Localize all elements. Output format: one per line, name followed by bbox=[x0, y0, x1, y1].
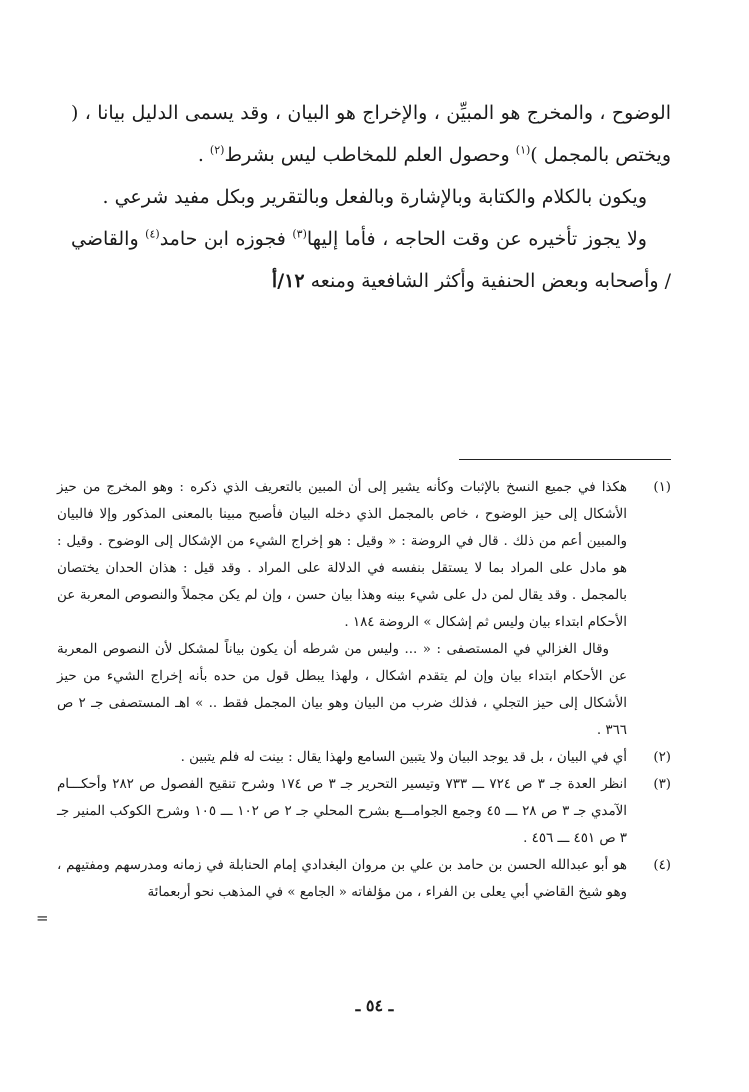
footnote-ref-4[interactable]: (٤) bbox=[145, 227, 160, 241]
footnote-ref-1[interactable]: (١) bbox=[515, 143, 531, 157]
footnote-paragraph: هكذا في جميع النسخ بالإثبات وكأنه يشير إلى أن المبين بالتعريف الذي ذكره : وهو المخرج من حيز الأشكال إلى حيز الوضوح ، خاص بالمجمل الذي دخله البيان فأصبح مبينا بالمعنى المذكور وإلا فالبيان والمبين أعم من ذلك . قال في الروضة : « وقيل : هو إخراج الشيء من الإشكال إلى الوضوح . وقيل : هو مادل على المراد بما لا يستقل بنفسه في الدلالة على المراد . وقد قيل : هذان الحدان يختصان بالمجمل . وقد يقال لمن دل على شيء بينه وهذا بيان حسن ، وإن لم يكن مجملاً والنصوص المعربة عن الأحكام ابتداء بيان وليس ثم إشكال » الروضة ١٨٤ . bbox=[57, 480, 627, 630]
footnote-1 bbox=[57, 474, 671, 744]
footnote-number: (٣) bbox=[653, 777, 671, 792]
footnote-body bbox=[57, 474, 627, 744]
footnote-body bbox=[57, 852, 627, 906]
footnote-body bbox=[57, 744, 627, 771]
footnote-number: (١) bbox=[653, 480, 671, 495]
footnote-number: (٢) bbox=[653, 750, 671, 765]
main-text bbox=[71, 92, 671, 302]
footnote-paragraph: هو أبو عبدالله الحسن بن حامد بن علي بن مروان البغدادي إمام الحنابلة في زمانه ومدرسهم ومفتيهم ، وهو شيخ القاضي أبي يعلى بن الفراء ، من مؤلفاته « الجامع » في المذهب نحو أربعمائة bbox=[57, 858, 627, 900]
page-number: ـ ٥٤ ـ bbox=[355, 996, 394, 1015]
footnote-number: (٤) bbox=[653, 858, 671, 873]
footnotes bbox=[57, 474, 671, 906]
footnote-ref-2[interactable]: (٢) bbox=[209, 143, 225, 157]
footnote-separator bbox=[459, 459, 671, 460]
manuscript-folio-mark: ١٢/أ bbox=[271, 270, 305, 292]
main-paragraph-2: ويكون بالكلام والكتابة وبالإشارة وبالفعل وبالتقرير وبكل مفيد شرعي . bbox=[102, 186, 647, 208]
main-paragraph-3: ولا يجوز تأخيره عن وقت الحاجه ، فأما إليها$^{(٣)}$ فجوزه ابن حامد$^{(٤)}$ والقاضي / وأصحابه وبعض الحنفية وأكثر الشافعية ومنعه ١٢/أ bbox=[71, 227, 671, 292]
footnote-paragraph: وقال الغزالي في المستصفى : « ... وليس من شرطه أن يكون بياناً لمشكل لأن النصوص المعربة عن الأحكام ابتداء بيان وإن لم يتقدم اشكال ، ولهذا يبطل قول من حده بأنه إخراج الشيء من حيز الأشكال إلى حيز التجلي ، فذلك ضرب من البيان وهو بيان المجمل فقط .. » اهـ المستصفى جـ ٢ ص ٣٦٦ . bbox=[57, 642, 627, 738]
footnote-4 bbox=[57, 852, 671, 906]
footnote-body bbox=[57, 771, 627, 852]
footnote-3 bbox=[57, 771, 671, 852]
footnote-paragraph: أي في البيان ، بل قد يوجد البيان ولا يتبين السامع ولهذا يقال : بينت له فلم يتبين . bbox=[180, 750, 627, 765]
footnote-paragraph: انظر العدة جـ ٣ ص ٧٢٤ ـــ ٧٣٣ وتيسير التحرير جـ ٣ ص ١٧٤ وشرح تنقيح الفصول ص ٢٨٢ وأحكـــام الآمدي جـ ٣ ص ٢٨ ـــ ٤٥ وجمع الجوامـــع بشرح المحلي جـ ٢ ص ١٠٢ ـــ ١٠٥ وشرح الكوكب المنير جـ ٣ ص ٤٥١ ـــ ٤٥٦ . bbox=[57, 777, 627, 846]
main-paragraph-1: الوضوح ، والمخرج هو المبيِّن ، والإخراج هو البيان ، وقد يسمى الدليل بيانا ، ( ويختص بالمجمل )$^{(١)}$ وحصول العلم للمخاطب ليس بشرط$^{(٢)}$ . bbox=[71, 102, 671, 166]
footnote-2 bbox=[57, 744, 671, 771]
footnote-ref-3[interactable]: (٣) bbox=[292, 227, 307, 241]
continuation-mark: = bbox=[36, 909, 49, 927]
